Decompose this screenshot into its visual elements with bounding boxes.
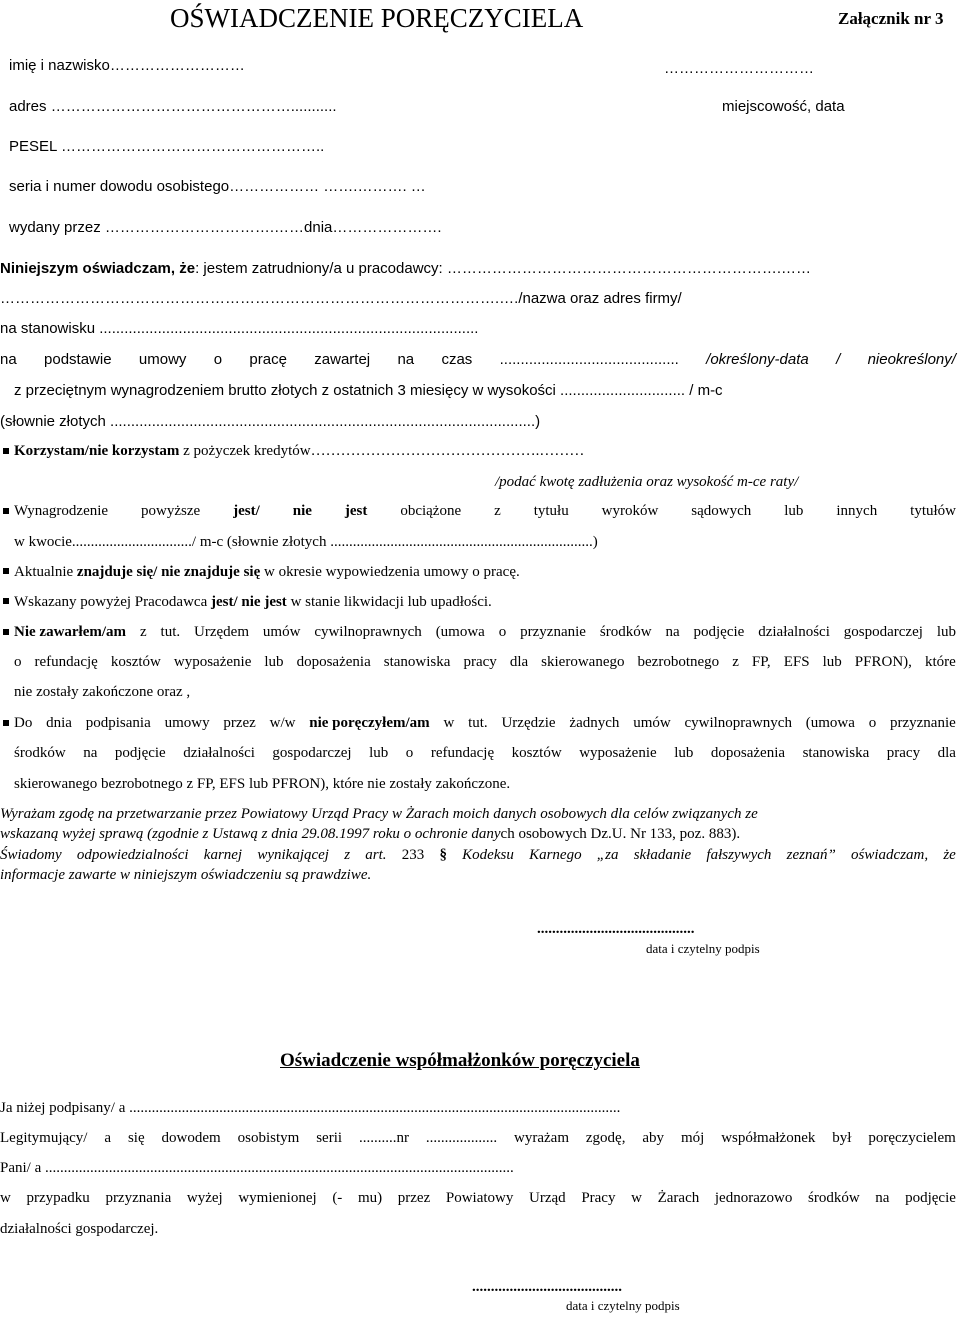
spouse-line5: działalności gospodarczej.	[0, 1221, 159, 1237]
word: podjęcie	[693, 624, 745, 640]
no-contract-line1	[14, 623, 956, 641]
contract-line	[0, 351, 956, 369]
bullet-marker	[3, 598, 9, 604]
name-field: imię i nazwisko………………………	[9, 57, 245, 74]
word: przyznanie	[520, 624, 586, 640]
word: na	[397, 351, 415, 368]
notice-post: w okresie wypowiedzenia umowy o pracę.	[260, 564, 520, 580]
word: jest/	[233, 503, 260, 519]
word: przyznanie	[890, 715, 956, 731]
word: doposażenia	[296, 654, 371, 670]
spouse-line4	[0, 1189, 956, 1207]
no-contract-line2	[14, 653, 956, 671]
loans-bold: Korzystam/nie korzystam	[14, 443, 180, 459]
word: PFRON),	[854, 654, 912, 670]
word: odpowiedzialności	[76, 847, 189, 863]
word: gospodarczej	[843, 624, 923, 640]
salary-words-line: (słownie złotych ......................................................................................................)	[0, 413, 541, 430]
word: innych	[836, 503, 878, 519]
word: cywilnoprawnych	[684, 715, 792, 731]
word: „za	[596, 847, 619, 863]
word: podpisania	[85, 715, 151, 731]
bullet-marker	[3, 720, 9, 726]
document-title: OŚWIADCZENIE PORĘCZYCIELA	[170, 3, 584, 33]
word: w/w	[269, 715, 296, 731]
bullet-marker	[3, 448, 9, 454]
word: wynikającej	[257, 847, 329, 863]
id-card-field: seria i numer dowodu osobistego……………… …….………. …	[9, 178, 426, 195]
word: ...................	[425, 1130, 498, 1146]
word: przez	[223, 715, 256, 731]
word: pracę	[249, 351, 287, 368]
word: o	[868, 715, 877, 731]
word: Pracy	[581, 1190, 616, 1206]
notice-bold: znajduje się/ nie znajduje się	[76, 564, 261, 580]
word: w	[443, 715, 455, 731]
until-line1	[14, 714, 956, 732]
word: umów	[633, 715, 671, 731]
word: tytułów	[910, 503, 956, 519]
word: gospodarczej	[272, 745, 352, 761]
word: Legitymujący/	[0, 1130, 88, 1146]
word: nie	[292, 503, 312, 519]
word: skierowanego	[541, 654, 625, 670]
word: Urzędzie	[501, 715, 556, 731]
word: zawartej	[314, 351, 371, 368]
spouse-line3: Pani/ a .............................................................................................................................	[0, 1160, 514, 1176]
word: bezrobotnego	[637, 654, 720, 670]
intro-bold: Niniejszym oświadczam, że	[0, 260, 196, 277]
word: o	[14, 654, 22, 670]
word: sądowych	[691, 503, 752, 519]
salary-burden-line	[14, 502, 956, 520]
word: umów	[262, 624, 301, 640]
loans-rest: z pożyczek kredytów……………………………………….………	[179, 443, 585, 459]
consent-line2-italic: wskazaną wyżej sprawą (zgodnie z Ustawą z dnia 29.08.1997 roku o ochronie dany	[0, 826, 501, 842]
signature1-label: data i czytelny podpis	[646, 941, 760, 956]
word: Żarach	[657, 1190, 700, 1206]
consent-line2	[0, 825, 740, 843]
word: z	[732, 654, 739, 670]
word: (-	[332, 1190, 343, 1206]
word: wyposażenie	[173, 654, 252, 670]
word: powyższe	[141, 503, 201, 519]
word: przez	[397, 1190, 431, 1206]
word: lub	[369, 745, 389, 761]
word: pracy	[463, 654, 497, 670]
word: 233	[401, 847, 425, 863]
word: lub	[674, 745, 694, 761]
word: Urząd	[529, 1190, 566, 1206]
word: art.	[365, 847, 387, 863]
word: z	[139, 624, 147, 640]
word: refundację	[34, 654, 98, 670]
until-line2	[14, 744, 956, 762]
bullet-marker	[3, 629, 9, 635]
word: na	[83, 745, 98, 761]
word: na	[875, 1190, 890, 1206]
place-date-label: miejscowość, data	[722, 98, 845, 115]
loans-line	[14, 442, 584, 460]
word: serii	[316, 1130, 343, 1146]
address-field: adres …………………………………………...........	[9, 98, 337, 115]
word: wyrażam	[514, 1130, 569, 1146]
word: obciążone	[400, 503, 462, 519]
signature2-dots: ........................................	[472, 1279, 622, 1295]
word: z	[494, 503, 501, 519]
word: dowodem	[161, 1130, 221, 1146]
word: Karnego	[529, 847, 582, 863]
word: w	[0, 1190, 11, 1206]
word: czas	[441, 351, 473, 368]
word: §	[439, 847, 447, 863]
pesel-field: PESEL ……………………………………………..	[9, 138, 325, 155]
word: Do	[14, 715, 33, 731]
word: wymienionej	[238, 1190, 317, 1206]
word: /	[836, 351, 841, 368]
word: o	[498, 624, 507, 640]
word: podstawie	[44, 351, 112, 368]
spouse-line1: Ja niżej podpisany/ a ...................................................................................................................................	[0, 1100, 621, 1116]
place-date-dots: …………………………	[664, 60, 814, 77]
word: oświadczam,	[851, 847, 929, 863]
word: zeznań”	[786, 847, 836, 863]
no-contract-line3: nie zostały zakończone oraz ,	[14, 684, 191, 700]
word: ..........nr	[358, 1130, 409, 1146]
spouse-heading: Oświadczenie współmałżonków poręczyciela	[280, 1050, 640, 1071]
no-contract-bold: Nie zawarłem/am	[14, 624, 127, 640]
word: lub	[784, 503, 804, 519]
word: o	[213, 351, 223, 368]
word: a	[104, 1130, 112, 1146]
issued-by-field: wydany przez …………………………….……dnia………………….	[9, 219, 442, 236]
word: kosztów	[110, 654, 161, 670]
word: Powiatowy	[445, 1190, 514, 1206]
word: FP,	[751, 654, 771, 670]
word: lub	[936, 624, 956, 640]
word: Kodeksu	[462, 847, 514, 863]
word: podjęcie	[114, 745, 166, 761]
until-bold: nie poręczyłem/am	[309, 715, 430, 731]
word: dla	[509, 654, 529, 670]
word: lub	[264, 654, 284, 670]
word: wyroków	[601, 503, 659, 519]
position-line: na stanowisku ...........................................................................................	[0, 320, 479, 337]
word: cywilnoprawnych	[314, 624, 422, 640]
word: przyznania	[105, 1190, 172, 1206]
word: stanowiska	[383, 654, 451, 670]
word: tytułu	[533, 503, 569, 519]
word: stanowiska	[802, 745, 870, 761]
word: wyposażenie	[579, 745, 657, 761]
liquidation-post: w stanie likwidacji lub upadłości.	[286, 594, 492, 610]
word: aby	[642, 1130, 665, 1146]
intro-rest: : jestem zatrudniony/a u pracodawcy: ………………………………………………………….……	[195, 260, 812, 277]
word: środków	[14, 745, 66, 761]
notice-pre: Aktualnie	[14, 564, 77, 580]
word: był	[832, 1130, 852, 1146]
word: refundację	[430, 745, 495, 761]
word: tut.	[468, 715, 488, 731]
word: na	[665, 624, 680, 640]
word: poręczycielem	[868, 1130, 956, 1146]
word: tut.	[160, 624, 181, 640]
liquidation-bold: jest/ nie jest	[211, 594, 287, 610]
word: o	[405, 745, 414, 761]
bullet-marker	[3, 508, 9, 514]
word: z	[344, 847, 351, 863]
salary-burden-line2: w kwocie................................/ m-c (słownie złotych ......................................................................)	[14, 534, 598, 550]
loans-note: /podać kwotę zadłużenia oraz wysokość m-ce raty/	[495, 474, 799, 490]
word: Wynagrodzenie	[14, 503, 109, 519]
word: Świadomy	[0, 847, 62, 863]
consent-line2-plain: ch osobowych Dz.U. Nr 133, poz. 883).	[500, 826, 741, 842]
signature1-dots: ..........................................	[537, 921, 695, 937]
word: ...........................................	[499, 351, 679, 368]
word: fałszywych	[706, 847, 772, 863]
word: osobistym	[237, 1130, 300, 1146]
consent-line4: informacje zawarte w niniejszym oświadczeniu są prawdziwe.	[0, 867, 372, 883]
word: (umowa	[435, 624, 485, 640]
word: podjęcie	[905, 1190, 956, 1206]
word: /określony-data	[706, 351, 809, 368]
word: EFS	[783, 654, 810, 670]
word: umowy	[164, 715, 210, 731]
word: działalności	[183, 745, 255, 761]
word: przypadku	[26, 1190, 90, 1206]
company-dots-line: ……………………………………………………………………………………….…./nazwa oraz adres firmy/	[0, 290, 682, 307]
word: jest	[344, 503, 368, 519]
word: na	[0, 351, 17, 368]
word: pracy	[886, 745, 921, 761]
word: dnia	[46, 715, 72, 731]
word: środków	[599, 624, 652, 640]
word: karnej	[203, 847, 243, 863]
consent-line1: Wyrażam zgodę na przetwarzanie przez Powiatowy Urząd Pracy w Żarach moich danych osobowych dla celów związanych ze	[0, 806, 758, 822]
consent-line3	[0, 846, 956, 864]
word: Urzędem	[194, 624, 249, 640]
word: żadnych	[569, 715, 620, 731]
word: działalności	[758, 624, 830, 640]
liquidation-pre: Wskazany powyżej Pracodawca	[14, 594, 211, 610]
word: środków	[807, 1190, 860, 1206]
liquidation-line	[14, 593, 492, 611]
word: nieokreślony/	[867, 351, 956, 368]
bullet-marker	[3, 568, 9, 574]
word: zgodę,	[585, 1130, 626, 1146]
spouse-line2	[0, 1129, 956, 1147]
word: które	[924, 654, 956, 670]
until-line3: skierowanego bezrobotnego z FP, EFS lub PFRON), które nie zostały zakończone.	[14, 776, 511, 792]
word: współmałżonek	[721, 1130, 816, 1146]
word: dla	[937, 745, 956, 761]
word: (umowa	[805, 715, 855, 731]
word: doposażenia	[710, 745, 786, 761]
word: w	[631, 1190, 642, 1206]
word: składanie	[633, 847, 692, 863]
word: wyżej	[186, 1190, 223, 1206]
notice-line	[14, 563, 520, 581]
word: mu)	[357, 1190, 383, 1206]
word: się	[127, 1130, 145, 1146]
annex-label: Załącznik nr 3	[838, 9, 944, 28]
word: jednorazowo	[714, 1190, 793, 1206]
word: kosztów	[511, 745, 562, 761]
word: że	[943, 847, 956, 863]
word: lub	[822, 654, 842, 670]
signature2-label: data i czytelny podpis	[566, 1298, 680, 1313]
word: mój	[680, 1130, 705, 1146]
salary-line: z przeciętnym wynagrodzeniem brutto złotych z ostatnich 3 miesięcy w wysokości .............................. / m-c	[14, 382, 723, 399]
employment-intro	[0, 260, 811, 278]
word: umowy	[138, 351, 187, 368]
